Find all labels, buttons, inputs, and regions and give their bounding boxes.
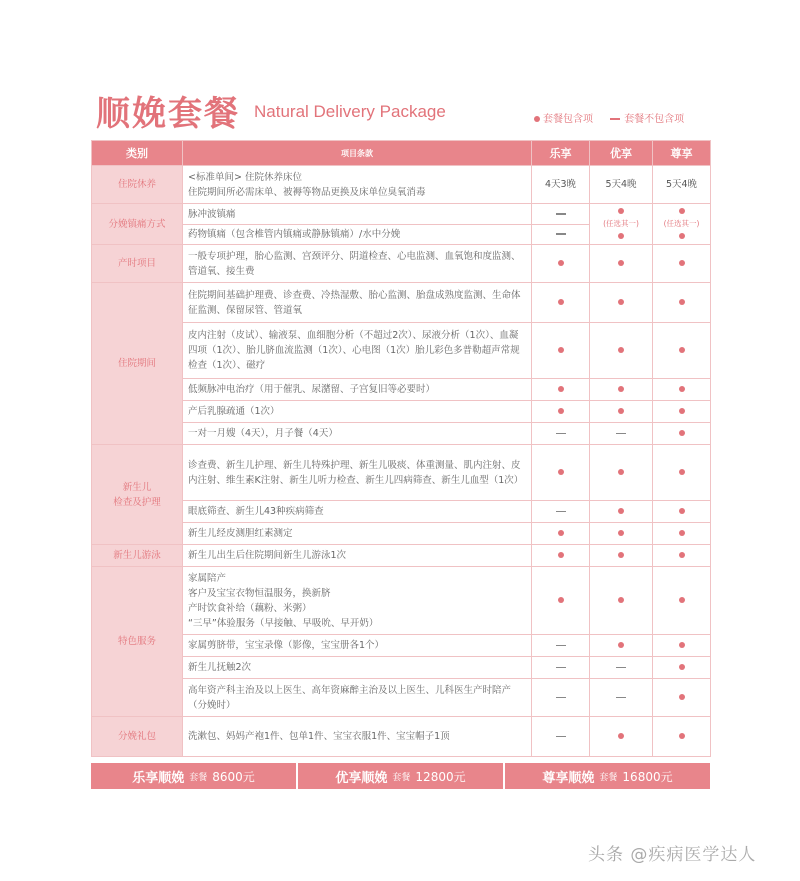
legend (534, 110, 684, 125)
included-dot-icon (679, 469, 685, 475)
included-dot-icon (618, 552, 624, 558)
included-dot-icon (558, 552, 564, 558)
mark-cell (653, 445, 711, 501)
package-label: 套餐 (189, 772, 208, 783)
mark-cell (532, 657, 590, 679)
included-dot-icon (618, 408, 624, 414)
included-dot-icon (618, 233, 624, 239)
item-cell (183, 204, 532, 245)
package-lexiang-price (91, 763, 298, 789)
item-cell: 洗漱包、妈妈产袍1件、包单1件、宝宝衣服1件、宝宝帽子1顶 (183, 717, 532, 757)
mark-cell (653, 401, 711, 423)
included-dot-icon (679, 386, 685, 392)
mark-cell (590, 523, 653, 545)
mark-cell (590, 245, 653, 283)
included-dot-icon (558, 347, 564, 353)
table-row (92, 204, 711, 245)
mark-cell (653, 545, 711, 567)
choose-one-note: (任选其一) (603, 219, 639, 228)
package-label: 套餐 (392, 772, 411, 783)
mark-cell (590, 635, 653, 657)
header-zunxiang: 尊享 (653, 141, 711, 166)
excluded-dash-icon (556, 213, 566, 215)
table-row (92, 423, 711, 445)
mark-cell (532, 379, 590, 401)
mark-cell (590, 679, 653, 717)
included-dot-icon (558, 299, 564, 305)
included-dot-icon (618, 733, 624, 739)
included-dot-icon (679, 233, 685, 239)
mark-cell (653, 204, 711, 245)
mark-cell (532, 717, 590, 757)
included-dot-icon (679, 508, 685, 514)
included-dot-icon (679, 260, 685, 266)
included-dot-icon (558, 408, 564, 414)
page-title: 顺娩套餐 (96, 94, 240, 134)
price-footer (91, 763, 710, 789)
mark-cell (532, 283, 590, 323)
item-cell: 诊查费、新生儿护理、新生儿特殊护理、新生儿吸痰、体重测量、肌内注射、皮内注射、维生素K注射、新生儿听力检查、新生儿四病筛查、新生儿血型（1次） (183, 445, 532, 501)
excluded-dash-icon (616, 667, 626, 669)
mark-cell (590, 379, 653, 401)
mark-cell (653, 283, 711, 323)
item-cell: 新生儿经皮测胆红素测定 (183, 523, 532, 545)
category-cell: 住院期间 (92, 283, 183, 445)
category-cell: 分娩镇痛方式 (92, 204, 183, 245)
mark-cell (532, 679, 590, 717)
item-cell: 住院期间基础护理费、诊查费、冷热湿敷、胎心监测、胎盘成熟度监测、生命体征监测、保留尿管、管道氧 (183, 283, 532, 323)
package-name: 尊享顺娩 (542, 770, 595, 786)
mark-cell (590, 323, 653, 379)
mark-cell (532, 323, 590, 379)
item-sub-row: 药物镇痛（包含椎管内镇痛或静脉镇痛）/水中分娩 (188, 228, 401, 240)
package-name: 乐享顺娩 (132, 770, 185, 786)
included-dot-icon (679, 347, 685, 353)
included-dot-icon (618, 469, 624, 475)
item-cell: <标准单间> 住院休养床位 住院期间所必需床单、被褥等物品更换及床单位臭氧消毒 (183, 166, 532, 204)
mark-cell (653, 523, 711, 545)
mark-cell (590, 204, 653, 245)
mark-cell (532, 245, 590, 283)
excluded-dash-icon (556, 667, 566, 669)
mark-cell (532, 445, 590, 501)
header-category: 类别 (92, 141, 183, 166)
item-cell: 家属剪脐带，宝宝录像（影像，宝宝册各1个） (183, 635, 532, 657)
included-dot-icon (679, 642, 685, 648)
table-header-row (92, 141, 711, 166)
included-dot-icon (679, 208, 685, 214)
category-cell: 新生儿 检查及护理 (92, 445, 183, 545)
header-youxiang: 优享 (590, 141, 653, 166)
table-row (92, 717, 711, 757)
watermark: 头条 @疾病医学达人 (588, 845, 757, 865)
included-dot-icon (618, 508, 624, 514)
included-dot-icon (618, 208, 624, 214)
mark-cell (532, 635, 590, 657)
mark-cell (590, 717, 653, 757)
item-cell: 产后乳腺疏通（1次） (183, 401, 532, 423)
package-label: 套餐 (599, 772, 618, 783)
package-table (91, 140, 710, 757)
table-row (92, 679, 711, 717)
page-header (0, 0, 800, 140)
mark-cell: 5天4晚 (590, 166, 653, 204)
table-row (92, 567, 711, 635)
excluded-dash-icon (616, 697, 626, 699)
mark-cell (590, 657, 653, 679)
category-cell: 分娩礼包 (92, 717, 183, 757)
item-cell: 新生儿出生后住院期间新生儿游泳1次 (183, 545, 532, 567)
excluded-dash-icon (556, 433, 566, 435)
mark-cell (532, 401, 590, 423)
mark-cell (590, 501, 653, 523)
mark-cell (653, 567, 711, 635)
page-subtitle: Natural Delivery Package (254, 102, 446, 121)
mark-cell (590, 445, 653, 501)
excluded-dash-icon (556, 697, 566, 699)
legend-included-label: 套餐包含项 (543, 114, 593, 125)
mark-cell (653, 323, 711, 379)
included-dot-icon (618, 260, 624, 266)
included-dot-icon (679, 299, 685, 305)
mark-cell (653, 635, 711, 657)
excluded-dash-icon (610, 118, 620, 120)
included-dot-icon (679, 530, 685, 536)
included-dot-icon (558, 260, 564, 266)
category-cell: 特色服务 (92, 567, 183, 717)
included-dot-icon (618, 597, 624, 603)
category-cell: 产时项目 (92, 245, 183, 283)
mark-cell (532, 423, 590, 445)
mark-cell (590, 283, 653, 323)
mark-cell (653, 379, 711, 401)
category-cell: 住院休养 (92, 166, 183, 204)
included-dot-icon (618, 299, 624, 305)
table-row (92, 166, 711, 204)
item-cell: 新生儿抚触2次 (183, 657, 532, 679)
excluded-dash-icon (556, 233, 566, 235)
included-dot-icon (558, 386, 564, 392)
included-dot-icon (679, 694, 685, 700)
table-row (92, 323, 711, 379)
header-items: 项目条款 (183, 141, 532, 166)
table-row (92, 501, 711, 523)
mark-cell (532, 567, 590, 635)
included-dot-icon (679, 408, 685, 414)
included-dot-icon (618, 642, 624, 648)
mark-cell (590, 401, 653, 423)
package-price: 8600元 (212, 769, 255, 784)
mark-cell (653, 501, 711, 523)
mark-cell: 5天4晚 (653, 166, 711, 204)
included-dot-icon (679, 664, 685, 670)
excluded-dash-icon (556, 511, 566, 513)
included-dot-icon (679, 430, 685, 436)
table-row (92, 445, 711, 501)
legend-excluded-label: 套餐不包含项 (624, 114, 685, 125)
table-row (92, 523, 711, 545)
included-dot-icon (618, 530, 624, 536)
mark-cell (590, 423, 653, 445)
mark-cell (653, 717, 711, 757)
mark-cell (590, 545, 653, 567)
table-row (92, 545, 711, 567)
package-name: 优享顺娩 (335, 770, 388, 786)
mark-cell (653, 245, 711, 283)
package-price: 12800元 (415, 769, 466, 784)
table-row (92, 283, 711, 323)
table-row (92, 379, 711, 401)
item-cell: 眼底筛查、新生儿43种疾病筛查 (183, 501, 532, 523)
mark-cell: 4天3晚 (532, 166, 590, 204)
included-dot-icon (618, 386, 624, 392)
package-zunxiang-price (505, 763, 710, 789)
included-dot-icon (558, 469, 564, 475)
item-cell: 高年资产科主治及以上医生、高年资麻醉主治及以上医生、儿科医生产时陪产（分娩时） (183, 679, 532, 717)
header-lexiang: 乐享 (532, 141, 590, 166)
item-cell: 一般专项护理，胎心监测、宫颈评分、阴道检查、心电监测、血氧饱和度监测、管道氧、接生费 (183, 245, 532, 283)
excluded-dash-icon (556, 736, 566, 738)
included-dot-icon (534, 116, 540, 122)
mark-cell (532, 523, 590, 545)
mark-cell (653, 679, 711, 717)
item-cell: 皮内注射（皮试）、输液泵、血细胞分析（不超过2次）、尿液分析（1次）、血凝四项（1次）、胎儿脐血流监测（1次）、心电图（1次）胎儿彩色多普勒超声常规检查（1次）、磁疗 (183, 323, 532, 379)
item-cell: 家属陪产 客户及宝宝衣物恒温服务，换新脐 产时饮食补给（藕粉、米粥） “三早”体验服务（早接触、早吸吮、早开奶） (183, 567, 532, 635)
included-dot-icon (679, 552, 685, 558)
table-row (92, 245, 711, 283)
excluded-dash-icon (616, 433, 626, 435)
included-dot-icon (558, 597, 564, 603)
excluded-dash-icon (556, 645, 566, 647)
item-cell: 一对一月嫂（4天），月子餐（4天） (183, 423, 532, 445)
category-cell: 新生儿游泳 (92, 545, 183, 567)
mark-cell (532, 501, 590, 523)
mark-cell (532, 204, 590, 245)
included-dot-icon (679, 597, 685, 603)
package-youxiang-price (298, 763, 505, 789)
package-price: 16800元 (622, 769, 673, 784)
choose-one-note: (任选其一) (663, 219, 700, 228)
included-dot-icon (558, 530, 564, 536)
included-dot-icon (679, 733, 685, 739)
item-sub-row: 脉冲波镇痛 (183, 205, 531, 225)
table-row (92, 635, 711, 657)
included-dot-icon (618, 347, 624, 353)
table-row (92, 657, 711, 679)
item-cell: 低频脉冲电治疗（用于催乳、尿潴留、子宫复旧等必要时） (183, 379, 532, 401)
table-row (92, 401, 711, 423)
mark-cell (590, 567, 653, 635)
mark-cell (653, 423, 711, 445)
mark-cell (653, 657, 711, 679)
mark-cell (532, 545, 590, 567)
